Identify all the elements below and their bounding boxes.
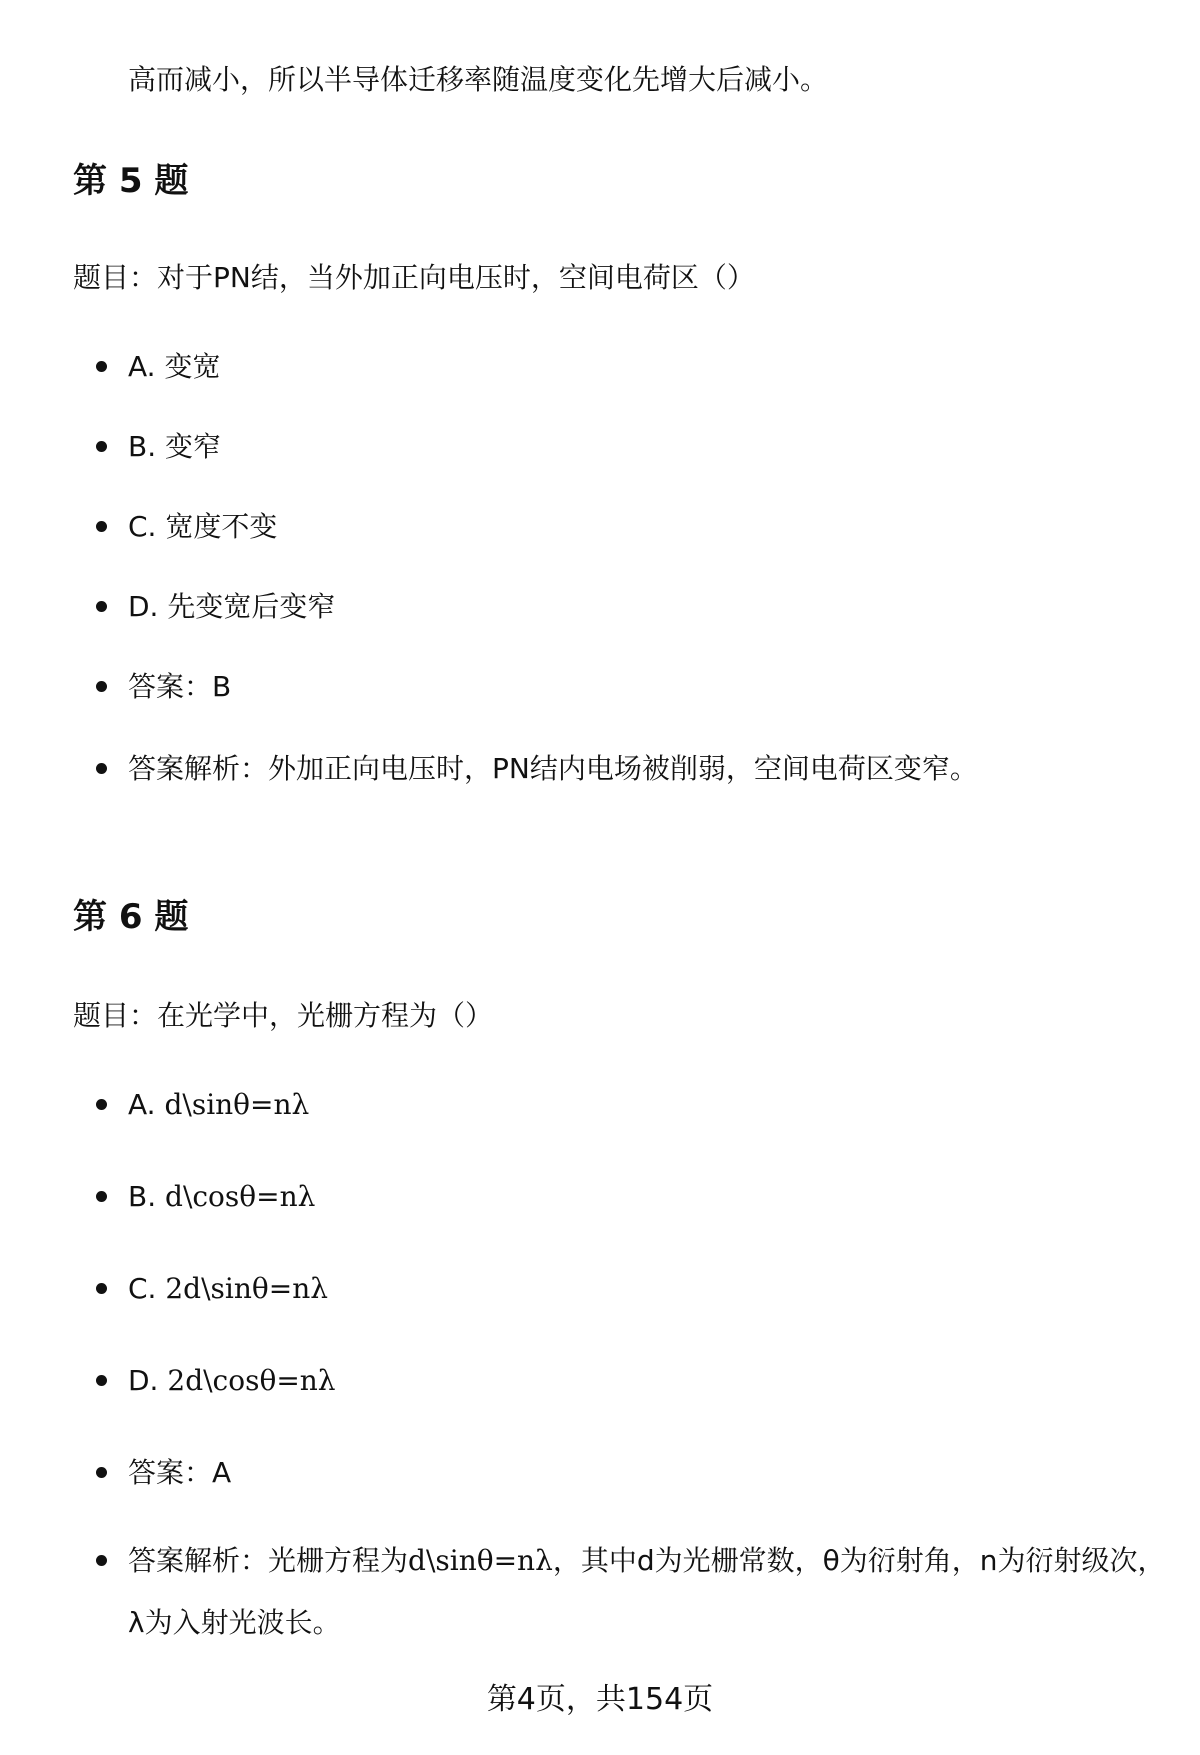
bullet-icon: [96, 361, 107, 372]
q6-answer: [96, 1442, 1166, 1504]
option-label: C.: [128, 510, 157, 543]
option-label: B.: [128, 1180, 157, 1213]
option-label: C.: [128, 1272, 157, 1305]
q5-answer: [96, 656, 1166, 718]
option-formula: d\cosθ=nλ: [165, 1180, 316, 1213]
q6-option-c: [96, 1258, 1166, 1320]
question-6-text: 题目：在光学中，光栅方程为（）: [73, 999, 494, 1032]
option-label: A.: [128, 1088, 156, 1121]
option-text: 宽度不变: [165, 510, 278, 543]
q5-option-b: [96, 416, 1166, 478]
option-formula: d\sinθ=nλ: [164, 1088, 310, 1121]
bullet-icon: [96, 1467, 107, 1478]
question-6-heading: 第 6 题: [73, 897, 189, 937]
explanation-prefix: 答案解析：光栅方程为: [128, 1544, 409, 1577]
bullet-icon: [96, 681, 107, 692]
bullet-icon: [96, 1375, 107, 1386]
answer-text: 答案：A: [128, 1456, 232, 1489]
option-label: D.: [128, 1364, 159, 1397]
q5-explanation: [96, 738, 1166, 800]
q6-option-b: [96, 1166, 1166, 1228]
answer-text: 答案：B: [128, 670, 232, 703]
option-label: A.: [128, 350, 156, 383]
bullet-icon: [96, 763, 107, 774]
explanation-formula: d\sinθ=nλ: [408, 1544, 553, 1577]
question-5-text: 题目：对于PN结，当外加正向电压时，空间电荷区（）: [73, 261, 755, 294]
q5-option-c: [96, 496, 1166, 558]
option-text: 变宽: [164, 350, 221, 383]
q6-explanation: [96, 1530, 1166, 1654]
q6-option-d: [96, 1350, 1166, 1412]
bullet-icon: [96, 601, 107, 612]
bullet-icon: [96, 1283, 107, 1294]
bullet-icon: [96, 521, 107, 532]
question-5-heading: 第 5 题: [73, 161, 189, 201]
explanation-text: [128, 1530, 1166, 1654]
bullet-icon: [96, 1099, 107, 1110]
option-text: 先变宽后变窄: [167, 590, 336, 623]
explanation-text: 答案解析：外加正向电压时，PN结内电场被削弱，空间电荷区变窄。: [128, 752, 978, 785]
bullet-icon: [96, 441, 107, 452]
page-number: 第4页，共154页: [486, 1682, 714, 1717]
q5-option-a: [96, 336, 1166, 398]
option-label: B.: [128, 430, 157, 463]
option-label: D.: [128, 590, 159, 623]
explanation-suffix: ，其中d为光栅常数，θ为衍射角，n为衍射级次，λ为入射光波长。: [128, 1544, 1166, 1639]
option-text: 变窄: [165, 430, 222, 463]
bullet-icon: [96, 1191, 107, 1202]
q6-option-a: [96, 1074, 1166, 1136]
option-formula: 2d\cosθ=nλ: [167, 1364, 336, 1397]
continuation-text: 高而减小，所以半导体迁移率随温度变化先增大后减小。: [128, 63, 829, 96]
bullet-icon: [96, 1555, 107, 1566]
option-formula: 2d\sinθ=nλ: [165, 1272, 328, 1305]
q5-option-d: [96, 576, 1166, 638]
